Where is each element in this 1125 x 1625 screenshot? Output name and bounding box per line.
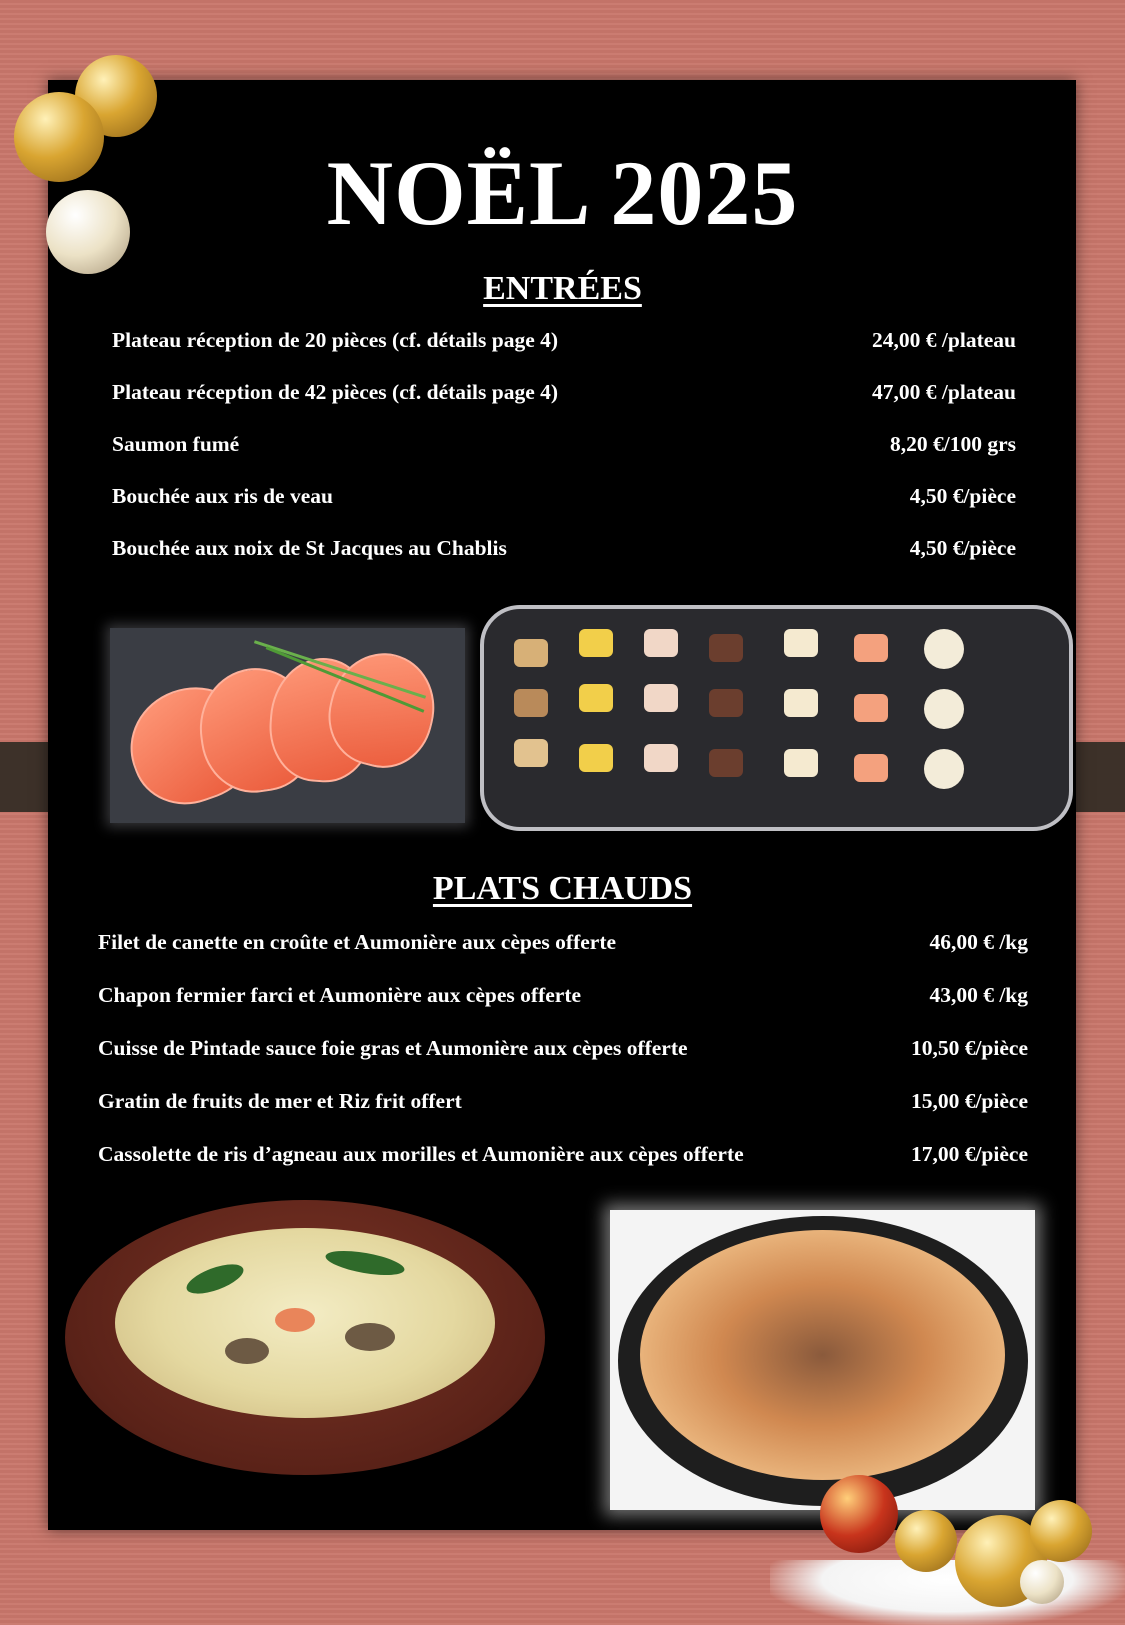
menu-item-row	[98, 1036, 1028, 1061]
menu-item-name: Bouchée aux ris de veau	[112, 484, 333, 508]
menu-item-name: Cassolette de ris d’agneau aux morilles et Aumonière aux cèpes offerte	[98, 1142, 744, 1166]
menu-item-name: Cuisse de Pintade sauce foie gras et Aumonière aux cèpes offerte	[98, 1036, 688, 1060]
menu-item-price: 8,20 €/100 grs	[889, 432, 1016, 456]
menu-item-row	[98, 930, 1028, 955]
menu-item-name: Saumon fumé	[112, 432, 240, 456]
smoked-salmon-photo	[110, 628, 465, 823]
menu-item-name: Filet de canette en croûte et Aumonière aux cèpes offerte	[98, 930, 617, 954]
christmas-ornament-icon	[895, 1510, 957, 1572]
menu-item-price: 10,50 €/pièce	[910, 1036, 1028, 1060]
menu-item-row	[112, 380, 1016, 405]
menu-item-price: 43,00 € /kg	[929, 983, 1028, 1007]
menu-item-name: Gratin de fruits de mer et Riz frit offert	[98, 1089, 462, 1113]
menu-item-price: 47,00 € /plateau	[872, 380, 1016, 404]
section-title-plats-chauds: PLATS CHAUDS	[432, 870, 693, 907]
menu-item-row	[98, 983, 1028, 1008]
christmas-ornament-icon	[820, 1475, 898, 1553]
menu-item-price: 4,50 €/pièce	[909, 484, 1016, 508]
menu-item-name: Bouchée aux noix de St Jacques au Chablis	[112, 536, 507, 560]
menu-item-row	[112, 484, 1016, 509]
christmas-ornament-icon	[1030, 1500, 1092, 1562]
roasted-chicken-photo	[610, 1210, 1035, 1510]
menu-item-price: 46,00 € /kg	[929, 930, 1028, 954]
menu-item-name: Plateau réception de 20 pièces (cf. détails page 4)	[112, 328, 559, 352]
page-title: NOËL 2025	[326, 142, 799, 244]
reception-platter-photo	[480, 605, 1073, 831]
menu-item-price: 4,50 €/pièce	[909, 536, 1016, 560]
menu-item-row	[112, 432, 1016, 457]
menu-item-row	[112, 536, 1016, 561]
menu-item-row	[98, 1089, 1028, 1114]
menu-item-name: Chapon fermier farci et Aumonière aux cèpes offerte	[98, 983, 582, 1007]
menu-item-name: Plateau réception de 42 pièces (cf. détails page 4)	[112, 380, 559, 404]
menu-item-price: 17,00 €/pièce	[910, 1142, 1028, 1166]
menu-item-price: 24,00 € /plateau	[872, 328, 1016, 352]
menu-item-row	[98, 1142, 1028, 1167]
menu-item-price: 15,00 €/pièce	[910, 1089, 1028, 1113]
seafood-gratin-photo	[65, 1200, 545, 1475]
section-title-entrees: ENTRÉES	[483, 270, 642, 307]
christmas-ornament-icon	[1020, 1560, 1064, 1604]
snow-decoration	[770, 1560, 1125, 1625]
menu-item-row	[112, 328, 1016, 353]
